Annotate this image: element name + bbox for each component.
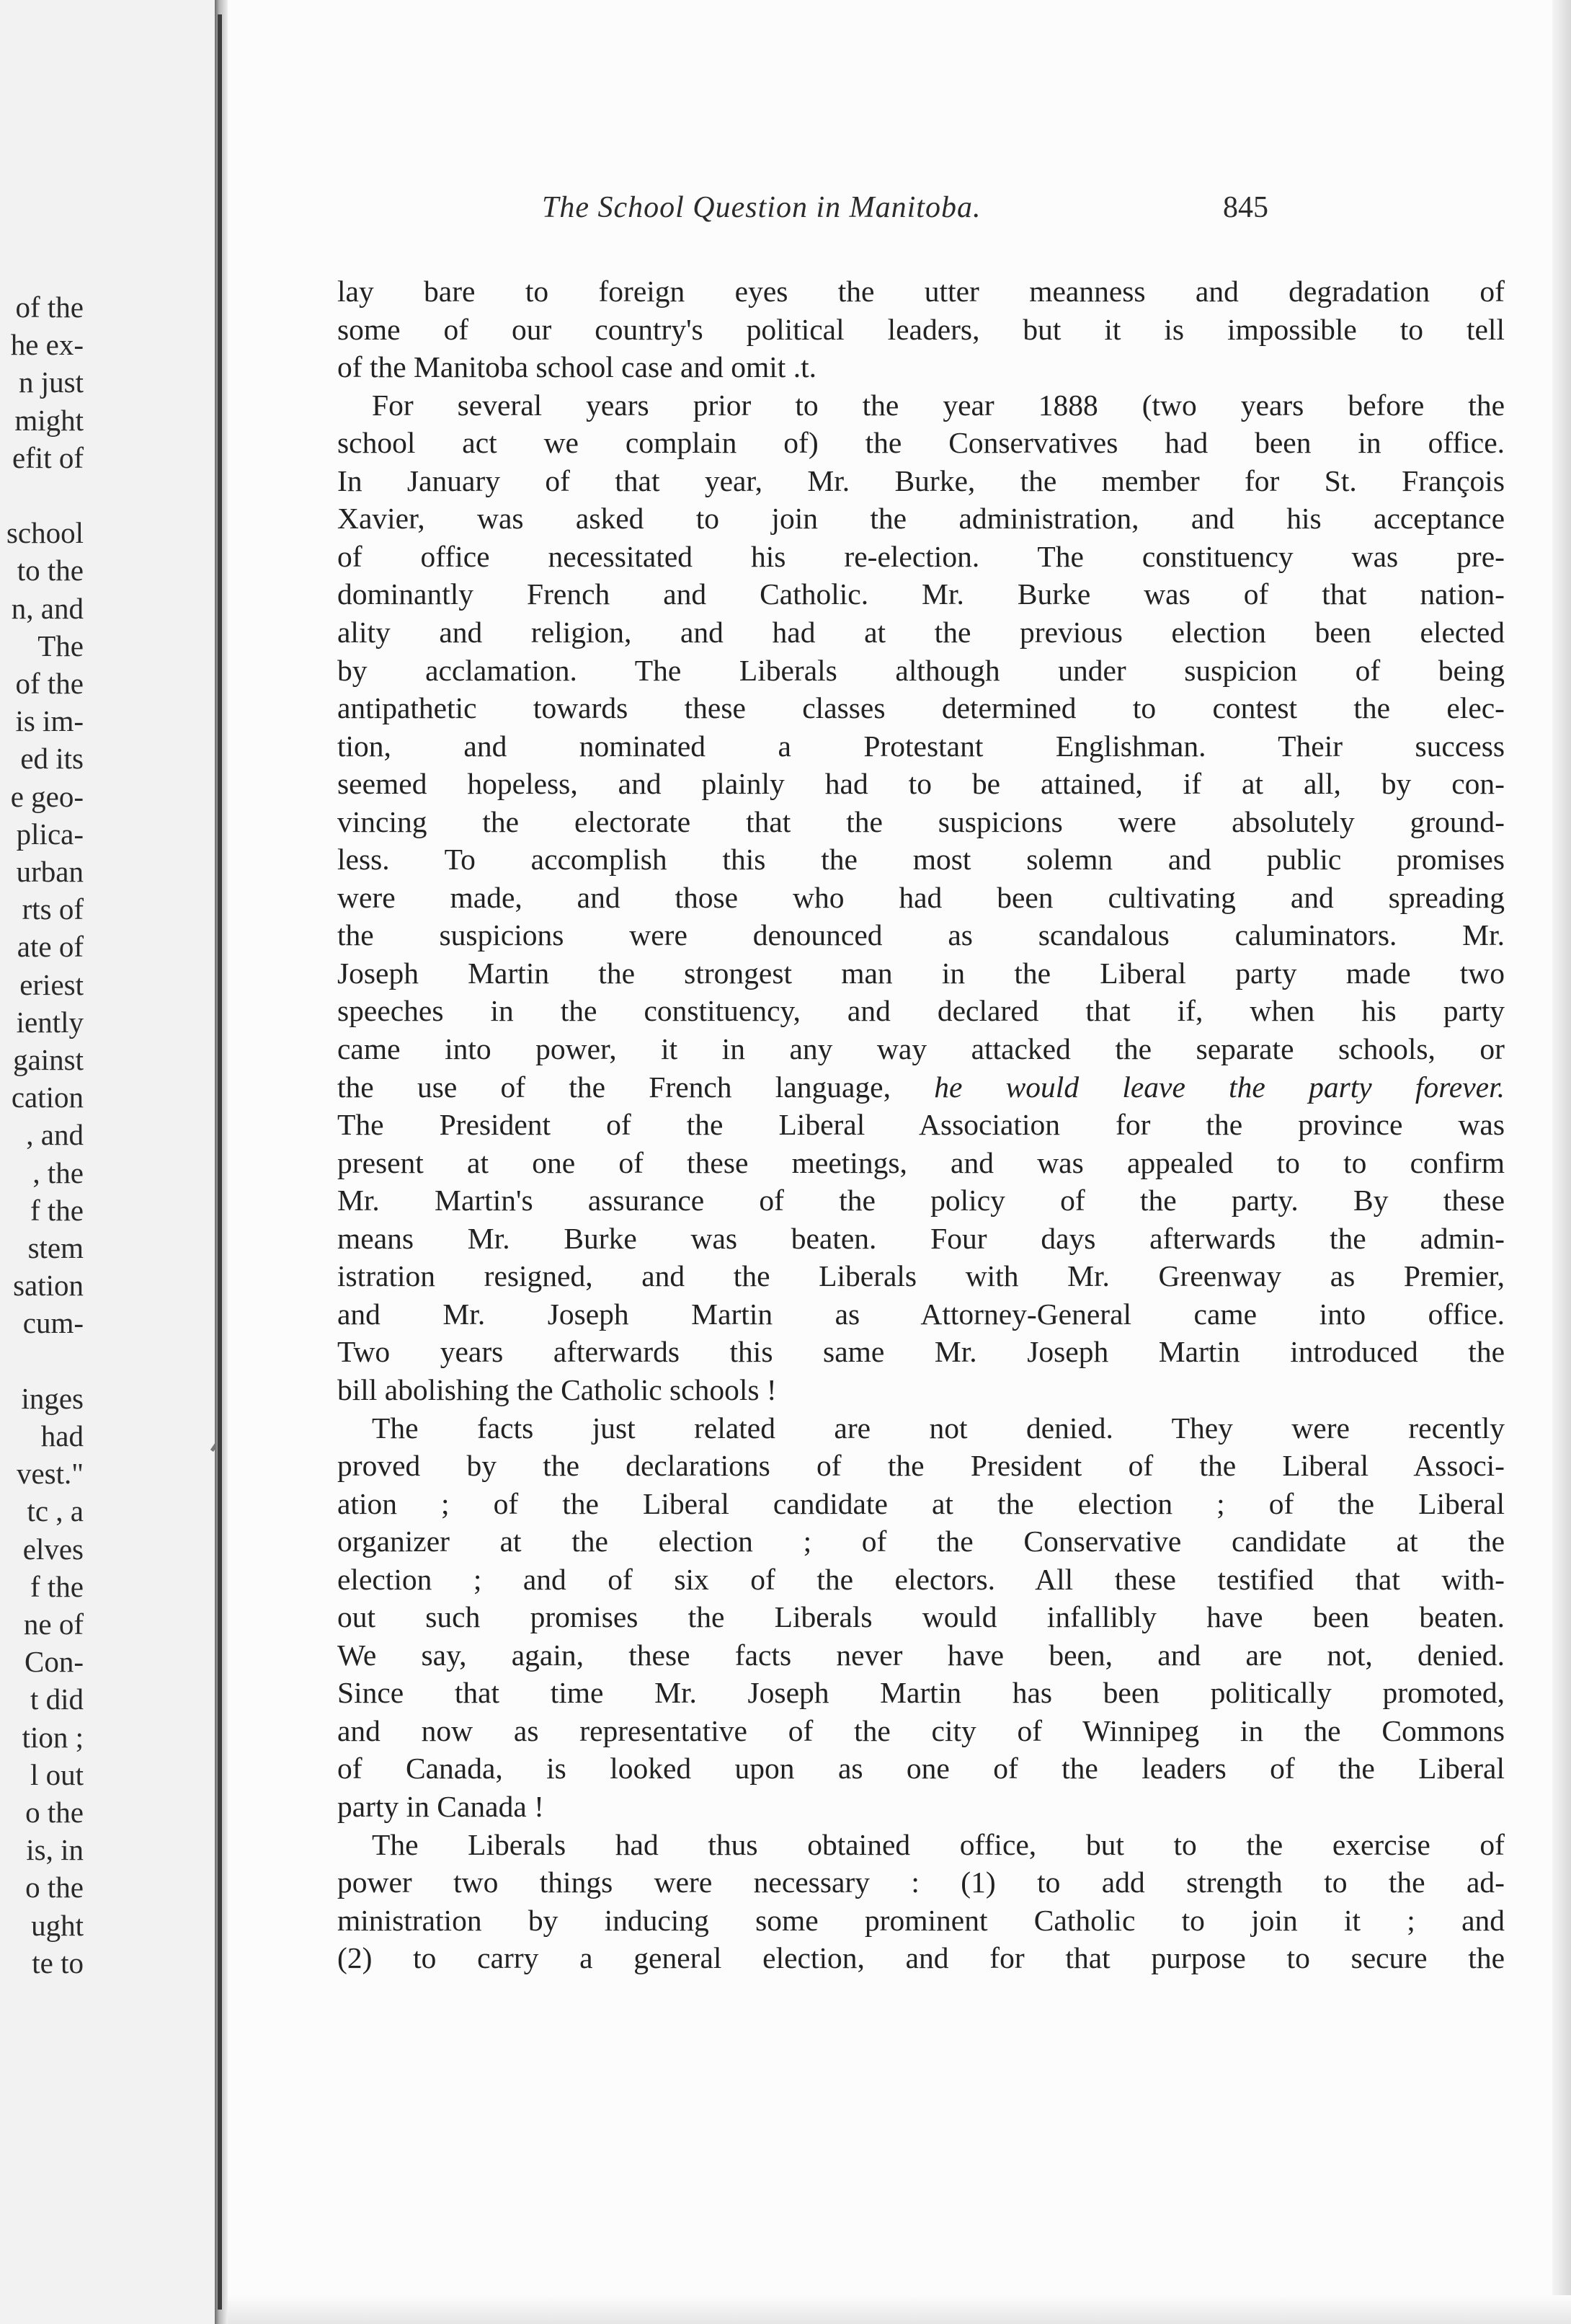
left-fragment-line: o the bbox=[25, 1871, 84, 1904]
body-line: by acclamation. The Liberals although under suspicion of being bbox=[337, 653, 1505, 687]
left-fragment-line: ught bbox=[31, 1908, 84, 1942]
body-line: For several years prior to the year 1888 (two years before the bbox=[372, 388, 1505, 422]
left-fragment-line: t did bbox=[30, 1682, 84, 1716]
body-line: school act we complain of) the Conservatives had been in office. bbox=[337, 426, 1505, 460]
body-line: (2) to carry a general election, and for that purpose to secure the bbox=[337, 1941, 1505, 1975]
body-line: means Mr. Burke was beaten. Four days afterwards the admin- bbox=[337, 1221, 1505, 1255]
left-fragment-line: elves bbox=[22, 1532, 84, 1566]
left-fragment-line: , and bbox=[26, 1118, 84, 1152]
body-line: present at one of these meetings, and was appealed to to confirm bbox=[337, 1145, 1505, 1179]
body-line: of the Manitoba school case and omit .t. bbox=[337, 350, 816, 384]
body-line: less. To accomplish this the most solemn and public promises bbox=[337, 843, 1505, 877]
body-line: The President of the Liberal Association for the province was bbox=[337, 1108, 1505, 1142]
body-line: and now as representative of the city of Winnipeg in the Commons bbox=[337, 1713, 1505, 1747]
left-fragment-line: cation bbox=[11, 1081, 84, 1114]
body-line: Joseph Martin the strongest man in the Liberal party made two bbox=[337, 956, 1505, 990]
left-fragment-line: plica- bbox=[16, 817, 84, 851]
body-line: some of our country's political leaders, but it is impossible to tell bbox=[337, 312, 1505, 346]
left-fragment-line: gainst bbox=[13, 1043, 84, 1076]
left-fragment-line: n, and bbox=[11, 591, 84, 625]
left-fragment-line: stem bbox=[27, 1231, 84, 1264]
left-fragment-line: te to bbox=[32, 1946, 84, 1979]
body-line: In January of that year, Mr. Burke, the member for St. François bbox=[337, 464, 1505, 497]
body-line: came into power, it in any way attacked the separate schools, or bbox=[337, 1032, 1505, 1065]
left-fragment-line: f the bbox=[30, 1569, 84, 1603]
body-line: proved by the declarations of the President of the Liberal Associ- bbox=[337, 1449, 1505, 1483]
left-fragment-line: efit of bbox=[12, 440, 84, 474]
left-fragment-line: urban bbox=[16, 855, 84, 888]
page-number: 845 bbox=[1223, 191, 1268, 224]
body-line: power two things were necessary : (1) to add strength to the ad- bbox=[337, 1866, 1505, 1899]
body-line: seemed hopeless, and plainly had to be attained, if at all, by con- bbox=[337, 767, 1505, 801]
body-line: vincing the electorate that the suspicions were absolutely ground- bbox=[337, 804, 1505, 838]
body-line bbox=[337, 1068, 1505, 1106]
body-line: ministration by inducing some prominent Catholic to join it ; and bbox=[337, 1903, 1505, 1937]
right-page bbox=[228, 0, 1571, 2324]
left-fragment-line: might bbox=[14, 403, 84, 437]
body-line: bill abolishing the Catholic schools ! bbox=[337, 1372, 777, 1406]
left-fragment-line: ed its bbox=[20, 742, 84, 776]
running-title: The School Question in Manitoba. bbox=[542, 191, 982, 224]
left-fragment-line: n just bbox=[19, 365, 84, 399]
body-line: were made, and those who had been cultivating and spreading bbox=[337, 880, 1505, 914]
body-line: election ; and of six of the electors. All these testified that with- bbox=[337, 1562, 1505, 1596]
body-line: out such promises the Liberals would infallibly have been beaten. bbox=[337, 1600, 1505, 1634]
left-fragment-line: e geo- bbox=[10, 779, 84, 813]
body-line: Mr. Martin's assurance of the policy of the party. By these bbox=[337, 1184, 1505, 1218]
left-fragment-line: rts of bbox=[22, 892, 84, 926]
body-line: ality and religion, and had at the previous election been elected bbox=[337, 615, 1505, 649]
left-fragment-line: The bbox=[37, 629, 84, 662]
left-fragment-line: o the bbox=[25, 1796, 84, 1829]
body-line: tion, and nominated a Protestant Englishman. Their success bbox=[337, 729, 1505, 763]
left-fragment-line: l out bbox=[30, 1757, 84, 1791]
left-page-fragment bbox=[0, 0, 216, 2324]
body-line: The Liberals had thus obtained office, but to the exercise of bbox=[372, 1827, 1505, 1861]
body-line-text: the use of the French language, bbox=[337, 1070, 935, 1104]
italic-phrase: he would leave the party forever. bbox=[934, 1070, 1505, 1104]
body-line: ation ; of the Liberal candidate at the election ; of the Liberal bbox=[337, 1486, 1505, 1520]
left-fragment-line: tion ; bbox=[22, 1720, 84, 1754]
left-fragment-line: is, in bbox=[26, 1833, 84, 1867]
body-line: speeches in the constituency, and declared that if, when his party bbox=[337, 994, 1505, 1028]
body-line: organizer at the election ; of the Conservative candidate at the bbox=[337, 1525, 1505, 1558]
body-line: the suspicions were denounced as scandalous caluminators. Mr. bbox=[337, 918, 1505, 952]
left-fragment-line: cum- bbox=[22, 1306, 84, 1340]
left-fragment-line: ate of bbox=[17, 930, 84, 964]
page-edge-right bbox=[1552, 0, 1571, 2324]
left-fragment-line: eriest bbox=[19, 967, 84, 1001]
left-fragment-line: tc , a bbox=[27, 1494, 84, 1528]
left-fragment-line: to the bbox=[17, 554, 84, 587]
left-fragment-line: ne of bbox=[23, 1607, 84, 1641]
left-fragment-line: sation bbox=[13, 1269, 84, 1303]
body-line: istration resigned, and the Liberals with Mr. Greenway as Premier, bbox=[337, 1259, 1505, 1293]
left-fragment-line: , the bbox=[32, 1156, 84, 1189]
left-fragment-line: of the bbox=[15, 667, 84, 700]
left-fragment-line: Con- bbox=[25, 1645, 84, 1679]
left-fragment-line: inges bbox=[21, 1381, 84, 1415]
left-fragment-line: school bbox=[6, 516, 84, 550]
body-line: party in Canada ! bbox=[337, 1790, 544, 1823]
left-fragment-line: iently bbox=[16, 1005, 84, 1039]
body-line: and Mr. Joseph Martin as Attorney-General came into office. bbox=[337, 1297, 1505, 1331]
left-fragment-line: is im- bbox=[15, 704, 84, 738]
body-line: antipathetic towards these classes determined to contest the elec- bbox=[337, 691, 1505, 725]
body-line: Two years afterwards this same Mr. Joseph Martin introduced the bbox=[337, 1335, 1505, 1369]
left-fragment-line: f the bbox=[30, 1193, 84, 1227]
body-line: lay bare to foreign eyes the utter meanness and degradation of bbox=[337, 275, 1505, 308]
gutter-shadow bbox=[218, 14, 222, 2310]
page-edge-bottom bbox=[228, 2295, 1571, 2324]
body-line: of office necessitated his re-election. The constituency was pre- bbox=[337, 539, 1505, 573]
body-line: of Canada, is looked upon as one of the leaders of the Liberal bbox=[337, 1752, 1505, 1786]
body-line: We say, again, these facts never have been, and are not, denied. bbox=[337, 1638, 1505, 1672]
body-line: Since that time Mr. Joseph Martin has been politically promoted, bbox=[337, 1676, 1505, 1710]
body-line: dominantly French and Catholic. Mr. Burke was of that nation- bbox=[337, 577, 1505, 611]
running-head bbox=[317, 190, 1268, 234]
left-fragment-line: he ex- bbox=[10, 328, 84, 362]
body-line: Xavier, was asked to join the administration, and his acceptance bbox=[337, 502, 1505, 536]
left-fragment-line: of the bbox=[15, 290, 84, 324]
left-fragment-line: had bbox=[40, 1419, 84, 1452]
body-line: The facts just related are not denied. They were recently bbox=[372, 1411, 1505, 1445]
left-fragment-line: vest." bbox=[16, 1457, 84, 1491]
